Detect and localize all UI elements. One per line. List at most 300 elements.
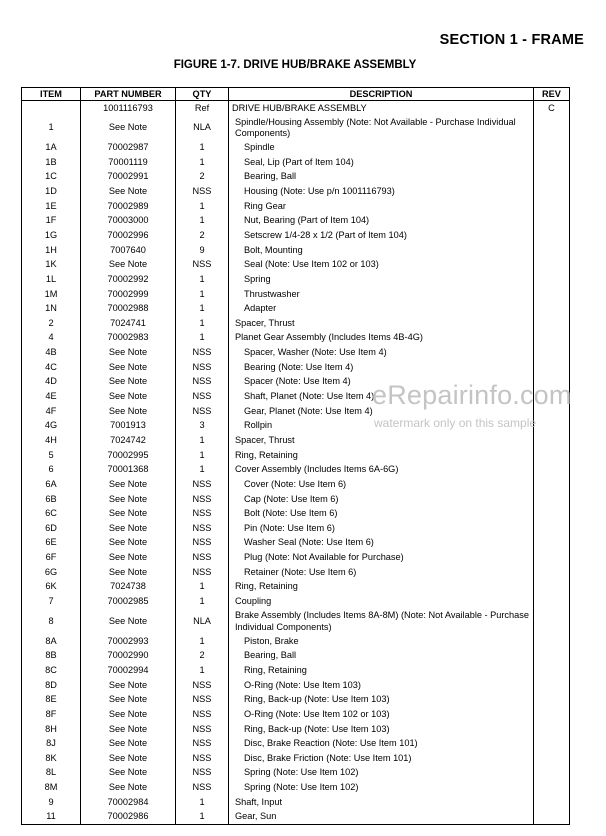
table-header-row xyxy=(22,88,570,101)
cell-item: 6G xyxy=(22,565,81,580)
cell-rev xyxy=(534,810,570,825)
cell-part-number: See Note xyxy=(81,565,176,580)
cell-part-number: See Note xyxy=(81,390,176,405)
cell-rev xyxy=(534,766,570,781)
table-row xyxy=(22,302,570,317)
cell-part-number: 70002996 xyxy=(81,228,176,243)
cell-item: 8F xyxy=(22,707,81,722)
cell-item: 4H xyxy=(22,433,81,448)
cell-description: Bearing (Note: Use Item 4) xyxy=(229,360,534,375)
cell-qty: 2 xyxy=(176,228,229,243)
cell-item: 6D xyxy=(22,521,81,536)
cell-qty: NSS xyxy=(176,722,229,737)
table-row xyxy=(22,155,570,170)
cell-part-number: See Note xyxy=(81,521,176,536)
cell-rev xyxy=(534,521,570,536)
cell-qty: NSS xyxy=(176,390,229,405)
cell-description: Coupling xyxy=(229,595,534,610)
table-row xyxy=(22,649,570,664)
cell-part-number: 70002993 xyxy=(81,634,176,649)
table-row xyxy=(22,243,570,258)
cell-part-number: 7024742 xyxy=(81,433,176,448)
cell-description: Rollpin xyxy=(229,419,534,434)
table-row xyxy=(22,448,570,463)
table-row xyxy=(22,634,570,649)
cell-item: 1A xyxy=(22,141,81,156)
cell-rev xyxy=(534,565,570,580)
cell-description: Bearing, Ball xyxy=(229,170,534,185)
table-row xyxy=(22,228,570,243)
cell-part-number: See Note xyxy=(81,707,176,722)
cell-part-number: See Note xyxy=(81,766,176,781)
cell-part-number: See Note xyxy=(81,404,176,419)
cell-description: Spacer, Thrust xyxy=(229,316,534,331)
cell-qty: NSS xyxy=(176,781,229,796)
cell-item: 2 xyxy=(22,316,81,331)
cell-part-number: See Note xyxy=(81,375,176,390)
cell-rev: C xyxy=(534,101,570,116)
cell-part-number: 1001116793 xyxy=(81,101,176,116)
cell-description: Nut, Bearing (Part of Item 104) xyxy=(229,214,534,229)
cell-rev xyxy=(534,404,570,419)
table-row xyxy=(22,258,570,273)
cell-qty: 2 xyxy=(176,170,229,185)
cell-rev xyxy=(534,722,570,737)
cell-rev xyxy=(534,116,570,141)
cell-description: Gear, Planet (Note: Use Item 4) xyxy=(229,404,534,419)
cell-rev xyxy=(534,346,570,361)
cell-qty: 1 xyxy=(176,663,229,678)
cell-item: 1D xyxy=(22,185,81,200)
table-row xyxy=(22,722,570,737)
table-row xyxy=(22,580,570,595)
cell-part-number: 70002991 xyxy=(81,170,176,185)
cell-description: Retainer (Note: Use Item 6) xyxy=(229,565,534,580)
cell-qty: 1 xyxy=(176,302,229,317)
cell-part-number: See Note xyxy=(81,492,176,507)
cell-qty: 2 xyxy=(176,649,229,664)
cell-item: 8E xyxy=(22,693,81,708)
cell-description: Shaft, Planet (Note: Use Item 4) xyxy=(229,390,534,405)
cell-qty: 1 xyxy=(176,287,229,302)
cell-part-number: 7007640 xyxy=(81,243,176,258)
cell-description: Bearing, Ball xyxy=(229,649,534,664)
cell-description: Ring, Retaining xyxy=(229,580,534,595)
cell-part-number: 70002983 xyxy=(81,331,176,346)
cell-item: 8 xyxy=(22,609,81,634)
table-row xyxy=(22,707,570,722)
cell-item: 4D xyxy=(22,375,81,390)
cell-item: 1N xyxy=(22,302,81,317)
cell-description: Plug (Note: Not Available for Purchase) xyxy=(229,551,534,566)
cell-item: 1L xyxy=(22,272,81,287)
cell-part-number: 7001913 xyxy=(81,419,176,434)
cell-part-number: See Note xyxy=(81,722,176,737)
cell-qty: 1 xyxy=(176,795,229,810)
cell-qty: 1 xyxy=(176,155,229,170)
cell-rev xyxy=(534,170,570,185)
cell-rev xyxy=(534,155,570,170)
cell-item: 4 xyxy=(22,331,81,346)
cell-part-number: See Note xyxy=(81,116,176,141)
cell-qty: 1 xyxy=(176,448,229,463)
cell-description: Spacer (Note: Use Item 4) xyxy=(229,375,534,390)
cell-qty: NSS xyxy=(176,707,229,722)
cell-part-number: 70001368 xyxy=(81,463,176,478)
table-row xyxy=(22,609,570,634)
cell-part-number: See Note xyxy=(81,507,176,522)
cell-rev xyxy=(534,551,570,566)
cell-qty: 3 xyxy=(176,419,229,434)
cell-rev xyxy=(534,693,570,708)
cell-rev xyxy=(534,492,570,507)
cell-rev xyxy=(534,390,570,405)
table-row xyxy=(22,751,570,766)
cell-item: 6 xyxy=(22,463,81,478)
table-row xyxy=(22,781,570,796)
table-row xyxy=(22,360,570,375)
cell-item: 6C xyxy=(22,507,81,522)
cell-qty: 1 xyxy=(176,463,229,478)
column-header-item: ITEM xyxy=(22,88,81,101)
cell-description: Adapter xyxy=(229,302,534,317)
cell-part-number: 70002994 xyxy=(81,663,176,678)
cell-part-number: See Note xyxy=(81,477,176,492)
table-row xyxy=(22,346,570,361)
table-row xyxy=(22,737,570,752)
cell-description: Planet Gear Assembly (Includes Items 4B-4G) xyxy=(229,331,534,346)
cell-rev xyxy=(534,507,570,522)
cell-qty: Ref xyxy=(176,101,229,116)
table-row xyxy=(22,477,570,492)
cell-rev xyxy=(534,795,570,810)
cell-description: Shaft, Input xyxy=(229,795,534,810)
cell-part-number: 70002992 xyxy=(81,272,176,287)
cell-rev xyxy=(534,595,570,610)
cell-part-number: See Note xyxy=(81,360,176,375)
cell-description: Spring (Note: Use Item 102) xyxy=(229,781,534,796)
cell-description: Disc, Brake Friction (Note: Use Item 101) xyxy=(229,751,534,766)
cell-rev xyxy=(534,634,570,649)
cell-rev xyxy=(534,609,570,634)
cell-item: 1 xyxy=(22,116,81,141)
cell-rev xyxy=(534,663,570,678)
cell-rev xyxy=(534,477,570,492)
cell-rev xyxy=(534,433,570,448)
table-row xyxy=(22,693,570,708)
cell-rev xyxy=(534,258,570,273)
cell-qty: NSS xyxy=(176,678,229,693)
table-row xyxy=(22,433,570,448)
cell-item: 6F xyxy=(22,551,81,566)
cell-item: 8J xyxy=(22,737,81,752)
cell-description: Ring, Retaining xyxy=(229,663,534,678)
cell-description: Ring Gear xyxy=(229,199,534,214)
cell-item: 1F xyxy=(22,214,81,229)
cell-description: Seal, Lip (Part of Item 104) xyxy=(229,155,534,170)
cell-part-number: See Note xyxy=(81,737,176,752)
cell-qty: NSS xyxy=(176,477,229,492)
cell-item: 1G xyxy=(22,228,81,243)
column-header-part-number: PART NUMBER xyxy=(81,88,176,101)
cell-qty: NSS xyxy=(176,346,229,361)
table-row xyxy=(22,595,570,610)
cell-rev xyxy=(534,649,570,664)
cell-rev xyxy=(534,214,570,229)
parts-table-body xyxy=(22,101,570,825)
cell-description: Bolt, Mounting xyxy=(229,243,534,258)
cell-part-number: 70002995 xyxy=(81,448,176,463)
cell-rev xyxy=(534,243,570,258)
cell-description: Setscrew 1/4-28 x 1/2 (Part of Item 104) xyxy=(229,228,534,243)
table-row xyxy=(22,521,570,536)
cell-part-number: 70002989 xyxy=(81,199,176,214)
cell-description: Spindle/Housing Assembly (Note: Not Available - Purchase Individual Components) xyxy=(229,116,534,141)
watermark-note: watermark only on this sample xyxy=(374,416,537,430)
cell-rev xyxy=(534,737,570,752)
table-row xyxy=(22,492,570,507)
table-row xyxy=(22,287,570,302)
section-title: SECTION 1 - FRAME xyxy=(439,32,584,48)
cell-rev xyxy=(534,360,570,375)
cell-description: Spring (Note: Use Item 102) xyxy=(229,766,534,781)
cell-qty: NSS xyxy=(176,551,229,566)
column-header-description: DESCRIPTION xyxy=(229,88,534,101)
cell-part-number: See Note xyxy=(81,551,176,566)
table-row xyxy=(22,116,570,141)
table-row xyxy=(22,678,570,693)
cell-description: Disc, Brake Reaction (Note: Use Item 101) xyxy=(229,737,534,752)
cell-qty: NSS xyxy=(176,360,229,375)
cell-item: 4G xyxy=(22,419,81,434)
table-row xyxy=(22,419,570,434)
cell-qty: NSS xyxy=(176,536,229,551)
cell-part-number: 70002987 xyxy=(81,141,176,156)
cell-part-number: 70002985 xyxy=(81,595,176,610)
cell-item: 8D xyxy=(22,678,81,693)
cell-item: 4B xyxy=(22,346,81,361)
cell-part-number: 7024738 xyxy=(81,580,176,595)
table-row xyxy=(22,507,570,522)
cell-description: Spindle xyxy=(229,141,534,156)
table-row xyxy=(22,316,570,331)
cell-item: 1E xyxy=(22,199,81,214)
cell-part-number: 70002986 xyxy=(81,810,176,825)
cell-description: Bolt (Note: Use Item 6) xyxy=(229,507,534,522)
cell-qty: NSS xyxy=(176,492,229,507)
table-row xyxy=(22,536,570,551)
cell-part-number: See Note xyxy=(81,185,176,200)
table-row xyxy=(22,663,570,678)
cell-description: Washer Seal (Note: Use Item 6) xyxy=(229,536,534,551)
table-row xyxy=(22,331,570,346)
cell-item: 8H xyxy=(22,722,81,737)
cell-rev xyxy=(534,228,570,243)
cell-description: Gear, Sun xyxy=(229,810,534,825)
table-row xyxy=(22,170,570,185)
cell-description: Housing (Note: Use p/n 1001116793) xyxy=(229,185,534,200)
cell-qty: NSS xyxy=(176,751,229,766)
cell-qty: 1 xyxy=(176,199,229,214)
cell-item: 4E xyxy=(22,390,81,405)
cell-item: 6B xyxy=(22,492,81,507)
cell-item: 6E xyxy=(22,536,81,551)
cell-item: 6A xyxy=(22,477,81,492)
cell-qty: NSS xyxy=(176,565,229,580)
figure-title: FIGURE 1-7. DRIVE HUB/BRAKE ASSEMBLY xyxy=(173,59,417,71)
table-row xyxy=(22,390,570,405)
table-row xyxy=(22,565,570,580)
cell-rev xyxy=(534,316,570,331)
cell-qty: NSS xyxy=(176,404,229,419)
cell-part-number: 70002988 xyxy=(81,302,176,317)
cell-qty: NLA xyxy=(176,609,229,634)
cell-item: 9 xyxy=(22,795,81,810)
cell-description: Pin (Note: Use Item 6) xyxy=(229,521,534,536)
cell-rev xyxy=(534,185,570,200)
cell-qty: 1 xyxy=(176,316,229,331)
cell-part-number: 70002984 xyxy=(81,795,176,810)
cell-part-number: See Note xyxy=(81,678,176,693)
cell-rev xyxy=(534,199,570,214)
cell-item: 8M xyxy=(22,781,81,796)
cell-rev xyxy=(534,448,570,463)
cell-description: Cover (Note: Use Item 6) xyxy=(229,477,534,492)
cell-qty: 1 xyxy=(176,580,229,595)
cell-qty: NSS xyxy=(176,375,229,390)
table-row xyxy=(22,810,570,825)
cell-part-number: See Note xyxy=(81,536,176,551)
cell-item: 5 xyxy=(22,448,81,463)
cell-item: 1H xyxy=(22,243,81,258)
table-row xyxy=(22,214,570,229)
cell-description: O-Ring (Note: Use Item 103) xyxy=(229,678,534,693)
cell-description: Piston, Brake xyxy=(229,634,534,649)
table-row xyxy=(22,375,570,390)
cell-part-number: See Note xyxy=(81,346,176,361)
cell-part-number: 70002990 xyxy=(81,649,176,664)
column-header-rev: REV xyxy=(534,88,570,101)
cell-rev xyxy=(534,375,570,390)
cell-item: 4F xyxy=(22,404,81,419)
cell-qty: 1 xyxy=(176,433,229,448)
cell-qty: NSS xyxy=(176,258,229,273)
cell-qty: 1 xyxy=(176,214,229,229)
cell-description: Ring, Retaining xyxy=(229,448,534,463)
cell-description: Spring xyxy=(229,272,534,287)
table-row xyxy=(22,551,570,566)
cell-item: 8C xyxy=(22,663,81,678)
cell-rev xyxy=(534,331,570,346)
cell-qty: NSS xyxy=(176,521,229,536)
cell-item: 1C xyxy=(22,170,81,185)
cell-description: Ring, Back-up (Note: Use Item 103) xyxy=(229,693,534,708)
cell-rev xyxy=(534,463,570,478)
cell-description: Cover Assembly (Includes Items 6A-6G) xyxy=(229,463,534,478)
table-row xyxy=(22,101,570,116)
cell-qty: 1 xyxy=(176,141,229,156)
table-row xyxy=(22,404,570,419)
cell-description: Spacer, Washer (Note: Use Item 4) xyxy=(229,346,534,361)
cell-part-number: See Note xyxy=(81,693,176,708)
cell-qty: NSS xyxy=(176,766,229,781)
cell-qty: 1 xyxy=(176,634,229,649)
cell-description: Ring, Back-up (Note: Use Item 103) xyxy=(229,722,534,737)
cell-description: Seal (Note: Use Item 102 or 103) xyxy=(229,258,534,273)
cell-qty: NSS xyxy=(176,185,229,200)
cell-description: Brake Assembly (Includes Items 8A-8M) (Note: Not Available - Purchase Individual Components) xyxy=(229,609,534,634)
cell-rev xyxy=(534,141,570,156)
cell-part-number: See Note xyxy=(81,609,176,634)
cell-item: 1B xyxy=(22,155,81,170)
cell-qty: 1 xyxy=(176,595,229,610)
cell-qty: 1 xyxy=(176,331,229,346)
table-row xyxy=(22,766,570,781)
cell-rev xyxy=(534,419,570,434)
cell-rev xyxy=(534,707,570,722)
cell-qty: 1 xyxy=(176,272,229,287)
cell-item xyxy=(22,101,81,116)
table-row xyxy=(22,795,570,810)
cell-item: 1M xyxy=(22,287,81,302)
cell-rev xyxy=(534,287,570,302)
cell-item: 8B xyxy=(22,649,81,664)
cell-rev xyxy=(534,536,570,551)
cell-qty: NSS xyxy=(176,693,229,708)
cell-part-number: See Note xyxy=(81,751,176,766)
table-row xyxy=(22,185,570,200)
cell-description: Spacer, Thrust xyxy=(229,433,534,448)
cell-description: O-Ring (Note: Use Item 102 or 103) xyxy=(229,707,534,722)
cell-rev xyxy=(534,580,570,595)
cell-item: 8K xyxy=(22,751,81,766)
column-header-qty: QTY xyxy=(176,88,229,101)
cell-qty: NSS xyxy=(176,507,229,522)
cell-description: Thrustwasher xyxy=(229,287,534,302)
cell-part-number: 7024741 xyxy=(81,316,176,331)
table-row xyxy=(22,199,570,214)
cell-description: Cap (Note: Use Item 6) xyxy=(229,492,534,507)
cell-qty: 9 xyxy=(176,243,229,258)
cell-item: 7 xyxy=(22,595,81,610)
cell-item: 8L xyxy=(22,766,81,781)
table-row xyxy=(22,141,570,156)
cell-description: DRIVE HUB/BRAKE ASSEMBLY xyxy=(229,101,534,116)
parts-table xyxy=(21,87,570,825)
cell-part-number: 70001119 xyxy=(81,155,176,170)
table-row xyxy=(22,463,570,478)
cell-item: 1K xyxy=(22,258,81,273)
cell-rev xyxy=(534,781,570,796)
cell-qty: 1 xyxy=(176,810,229,825)
cell-rev xyxy=(534,751,570,766)
cell-part-number: See Note xyxy=(81,781,176,796)
cell-rev xyxy=(534,272,570,287)
cell-rev xyxy=(534,302,570,317)
cell-qty: NLA xyxy=(176,116,229,141)
cell-qty: NSS xyxy=(176,737,229,752)
cell-part-number: 70002999 xyxy=(81,287,176,302)
cell-part-number: See Note xyxy=(81,258,176,273)
table-row xyxy=(22,272,570,287)
cell-item: 8A xyxy=(22,634,81,649)
cell-item: 11 xyxy=(22,810,81,825)
cell-item: 4C xyxy=(22,360,81,375)
watermark-brand: eRepairinfo.com xyxy=(372,380,572,410)
cell-rev xyxy=(534,678,570,693)
cell-part-number: 70003000 xyxy=(81,214,176,229)
cell-item: 6K xyxy=(22,580,81,595)
